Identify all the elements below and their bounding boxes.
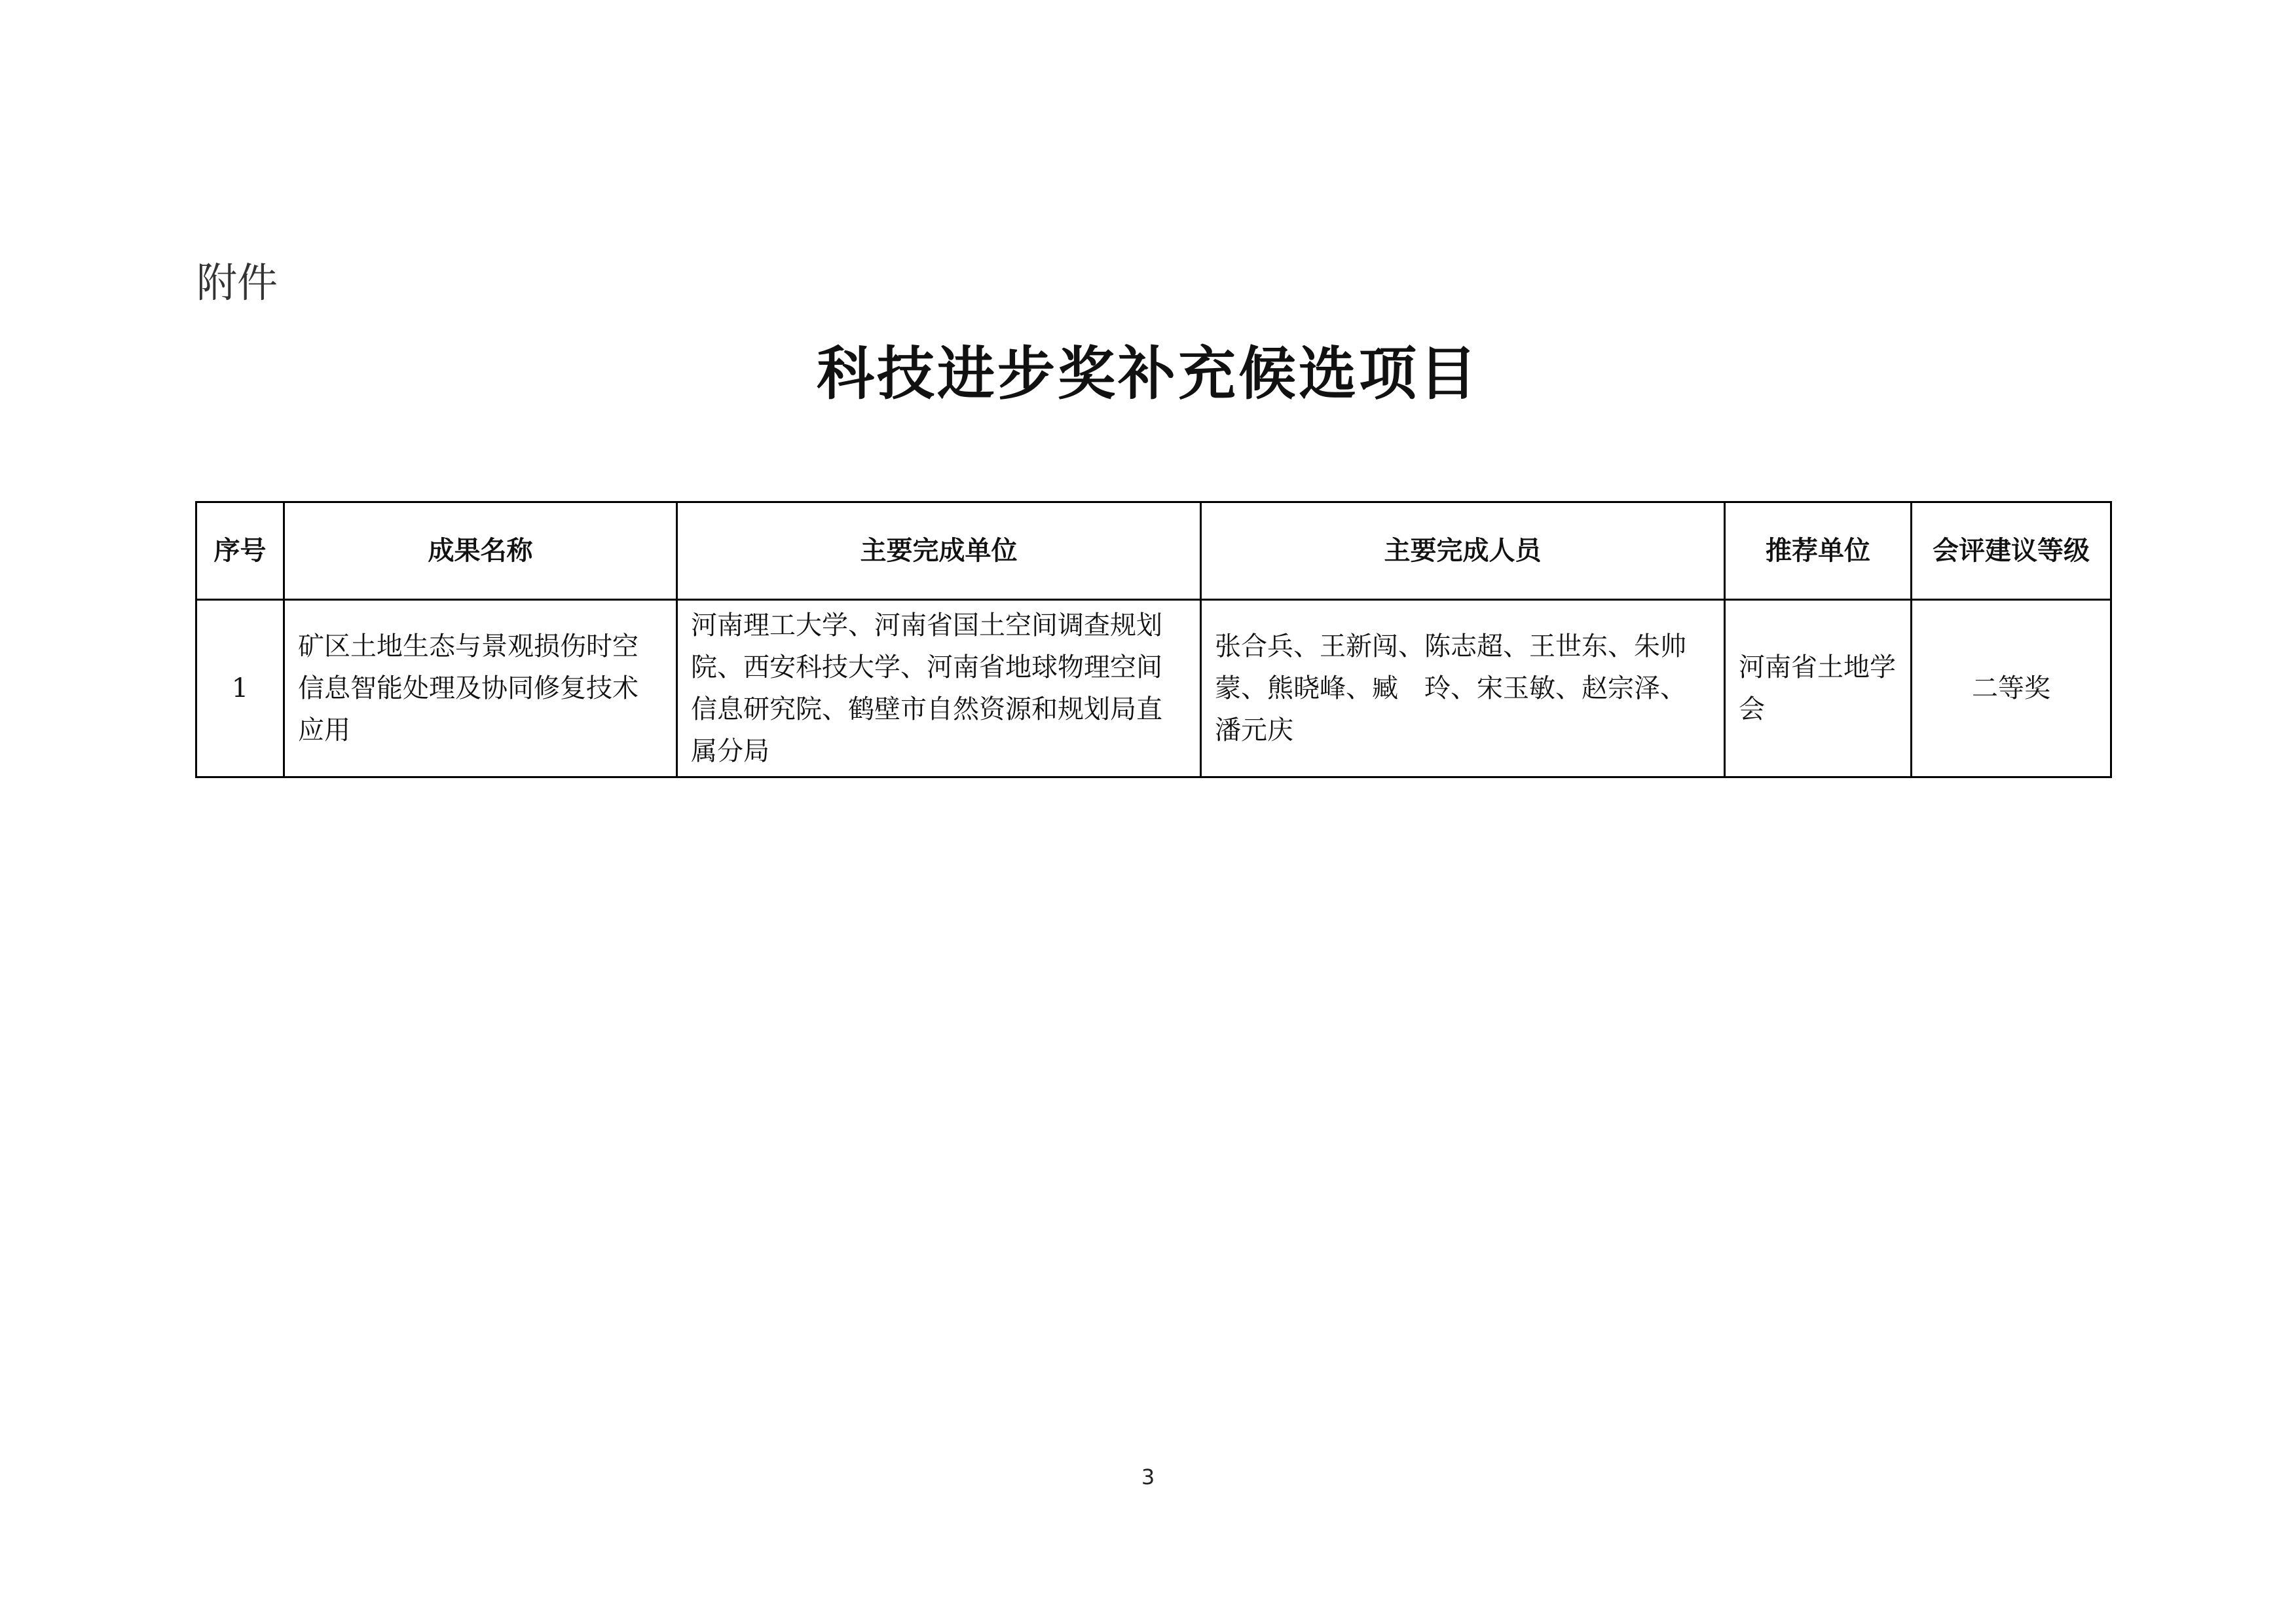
table-header-row xyxy=(196,502,2111,600)
table-row xyxy=(196,600,2111,777)
header-recommending-unit: 推荐单位 xyxy=(1725,502,1912,600)
header-suggested-grade: 会评建议等级 xyxy=(1912,502,2111,600)
header-main-people: 主要完成人员 xyxy=(1201,502,1725,600)
cell-suggested-grade: 二等奖 xyxy=(1912,600,2111,777)
cell-index: 1 xyxy=(196,600,284,777)
header-achievement-name: 成果名称 xyxy=(284,502,677,600)
header-main-units: 主要完成单位 xyxy=(677,502,1201,600)
candidate-projects-table xyxy=(195,501,2112,778)
header-index: 序号 xyxy=(196,502,284,600)
cell-main-units: 河南理工大学、河南省国土空间调查规划院、西安科技大学、河南省地球物理空间信息研究院、鹤壁市自然资源和规划局直属分局 xyxy=(677,600,1201,777)
cell-main-people: 张合兵、王新闯、陈志超、王世东、朱帅蒙、熊晓峰、臧 玲、宋玉敏、赵宗泽、潘元庆 xyxy=(1201,600,1725,777)
cell-recommending-unit: 河南省土地学会 xyxy=(1725,600,1912,777)
attachment-label: 附件 xyxy=(196,259,278,307)
document-title: 科技进步奖补充候选项目 xyxy=(816,339,1479,407)
cell-achievement-name: 矿区土地生态与景观损伤时空信息智能处理及协同修复技术应用 xyxy=(284,600,677,777)
page-number: 3 xyxy=(1141,1464,1155,1489)
